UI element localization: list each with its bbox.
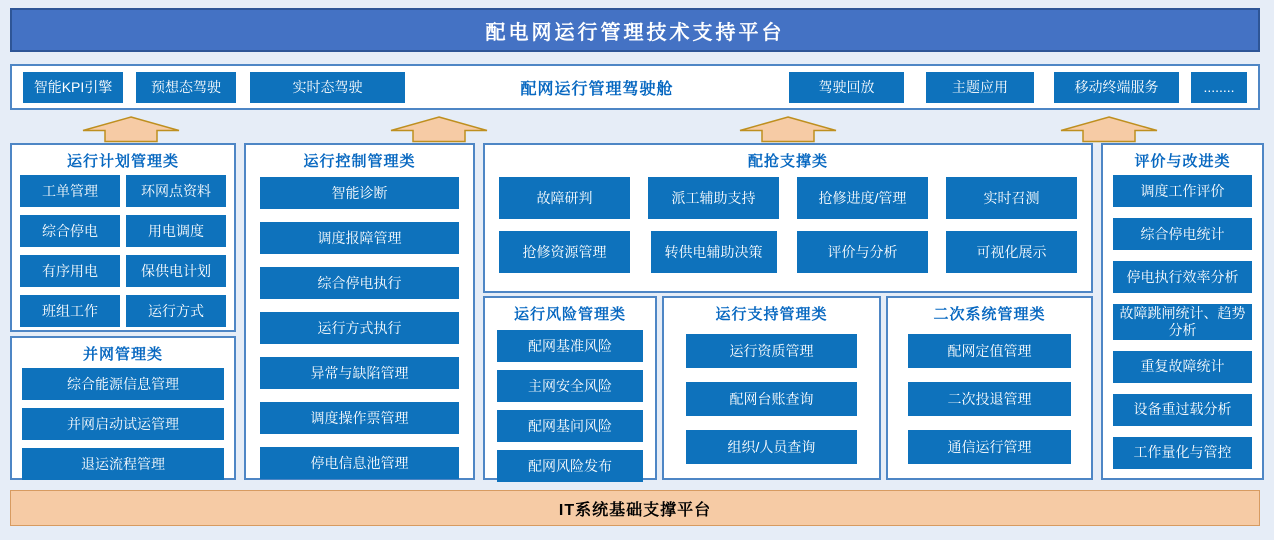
cockpit-button-theme-apps[interactable]: 主题应用 — [926, 72, 1034, 103]
module-button[interactable]: 调度操作票管理 — [260, 402, 459, 434]
module-button[interactable]: 故障跳闸统计、趋势分析 — [1113, 304, 1252, 340]
cockpit-bar — [10, 64, 1260, 110]
module-button[interactable]: 停电执行效率分析 — [1113, 261, 1252, 293]
module-button[interactable]: 工作量化与管控 — [1113, 437, 1252, 469]
module-button[interactable]: 配网基准风险 — [497, 330, 643, 362]
module-button[interactable]: 抢修进度/管理 — [797, 177, 928, 219]
panel-body — [12, 368, 234, 488]
panel-body — [888, 328, 1091, 472]
module-button[interactable]: 停电信息池管理 — [260, 447, 459, 479]
panel-title: 配抢支撑类 — [747, 153, 828, 170]
module-button[interactable]: 综合能源信息管理 — [22, 368, 224, 400]
up-arrow-icon — [737, 116, 839, 143]
cockpit-button-forecast-drive[interactable]: 预想态驾驶 — [136, 72, 236, 103]
module-button[interactable]: 实时召测 — [946, 177, 1077, 219]
module-button[interactable]: 组织/人员查询 — [686, 430, 857, 464]
panel-title: 运行风险管理类 — [513, 306, 626, 323]
module-button[interactable]: 主网安全风险 — [497, 370, 643, 402]
panel-repair-support — [483, 143, 1093, 293]
panel-operation-support — [662, 296, 881, 480]
panel-operation-risk — [483, 296, 657, 480]
module-button[interactable]: 二次投退管理 — [908, 382, 1071, 416]
cockpit-button-more[interactable]: ........ — [1191, 72, 1247, 103]
panel-body — [664, 328, 879, 472]
module-button[interactable]: 故障研判 — [499, 177, 630, 219]
module-button[interactable]: 异常与缺陷管理 — [260, 357, 459, 389]
module-button[interactable]: 调度工作评价 — [1113, 175, 1252, 207]
up-arrow-icon — [1058, 116, 1160, 143]
up-arrow-icon — [388, 116, 490, 143]
module-button[interactable]: 转供电辅助决策 — [651, 231, 777, 273]
panel-body — [485, 175, 1091, 283]
panel-body — [1103, 175, 1262, 477]
module-button[interactable]: 保供电计划 — [126, 255, 226, 287]
module-button[interactable]: 调度报障管理 — [260, 222, 459, 254]
module-button[interactable]: 派工辅助支持 — [648, 177, 779, 219]
module-button[interactable]: 可视化展示 — [946, 231, 1077, 273]
module-button[interactable]: 并网启动试运管理 — [22, 408, 224, 440]
module-button[interactable]: 配网定值管理 — [908, 334, 1071, 368]
module-button[interactable]: 配网风险发布 — [497, 450, 643, 482]
cockpit-button-realtime-drive[interactable]: 实时态驾驶 — [250, 72, 405, 103]
module-button[interactable]: 班组工作 — [20, 295, 120, 327]
panel-grid-connection — [10, 336, 236, 480]
panel-title: 二次系统管理类 — [933, 306, 1046, 323]
module-button[interactable]: 运行方式 — [126, 295, 226, 327]
module-button[interactable]: 综合停电统计 — [1113, 218, 1252, 250]
up-arrow-icon — [80, 116, 182, 143]
module-button[interactable]: 综合停电执行 — [260, 267, 459, 299]
panel-title: 运行控制管理类 — [303, 153, 416, 170]
cockpit-button-drive-replay[interactable]: 驾驶回放 — [789, 72, 904, 103]
panel-secondary-system — [886, 296, 1093, 480]
panel-body — [485, 328, 655, 490]
module-button[interactable]: 重复故障统计 — [1113, 351, 1252, 383]
platform-title: 配电网运行管理技术支持平台 — [485, 21, 785, 44]
module-button[interactable]: 抢修资源管理 — [499, 231, 630, 273]
cockpit-title: 配网运行管理驾驶舱 — [520, 80, 674, 98]
module-button[interactable]: 配网基问风险 — [497, 410, 643, 442]
footer-banner — [10, 490, 1260, 526]
module-button[interactable]: 环网点资料 — [126, 175, 226, 207]
panel-operation-control — [244, 143, 475, 480]
module-button[interactable]: 综合停电 — [20, 215, 120, 247]
panel-title: 评价与改进类 — [1134, 153, 1231, 170]
panel-title: 并网管理类 — [82, 346, 163, 363]
module-button[interactable]: 配网台账查询 — [686, 382, 857, 416]
module-button[interactable]: 用电调度 — [126, 215, 226, 247]
cockpit-button-kpi-engine[interactable]: 智能KPI引擎 — [23, 72, 123, 103]
top-banner — [10, 8, 1260, 52]
cockpit-button-mobile-service[interactable]: 移动终端服务 — [1054, 72, 1179, 103]
panel-title: 运行支持管理类 — [715, 306, 828, 323]
module-button[interactable]: 设备重过载分析 — [1113, 394, 1252, 426]
panel-body — [246, 175, 473, 489]
module-button[interactable]: 有序用电 — [20, 255, 120, 287]
module-button[interactable]: 运行资质管理 — [686, 334, 857, 368]
module-button[interactable]: 通信运行管理 — [908, 430, 1071, 464]
module-button[interactable]: 智能诊断 — [260, 177, 459, 209]
panel-title: 运行计划管理类 — [66, 153, 179, 170]
panel-operation-plan — [10, 143, 236, 332]
panel-evaluation — [1101, 143, 1264, 480]
panel-body — [12, 175, 234, 335]
module-button[interactable]: 工单管理 — [20, 175, 120, 207]
module-button[interactable]: 退运流程管理 — [22, 448, 224, 480]
footer-title: IT系统基础支撑平台 — [558, 501, 712, 519]
module-button[interactable]: 评价与分析 — [797, 231, 928, 273]
module-button[interactable]: 运行方式执行 — [260, 312, 459, 344]
